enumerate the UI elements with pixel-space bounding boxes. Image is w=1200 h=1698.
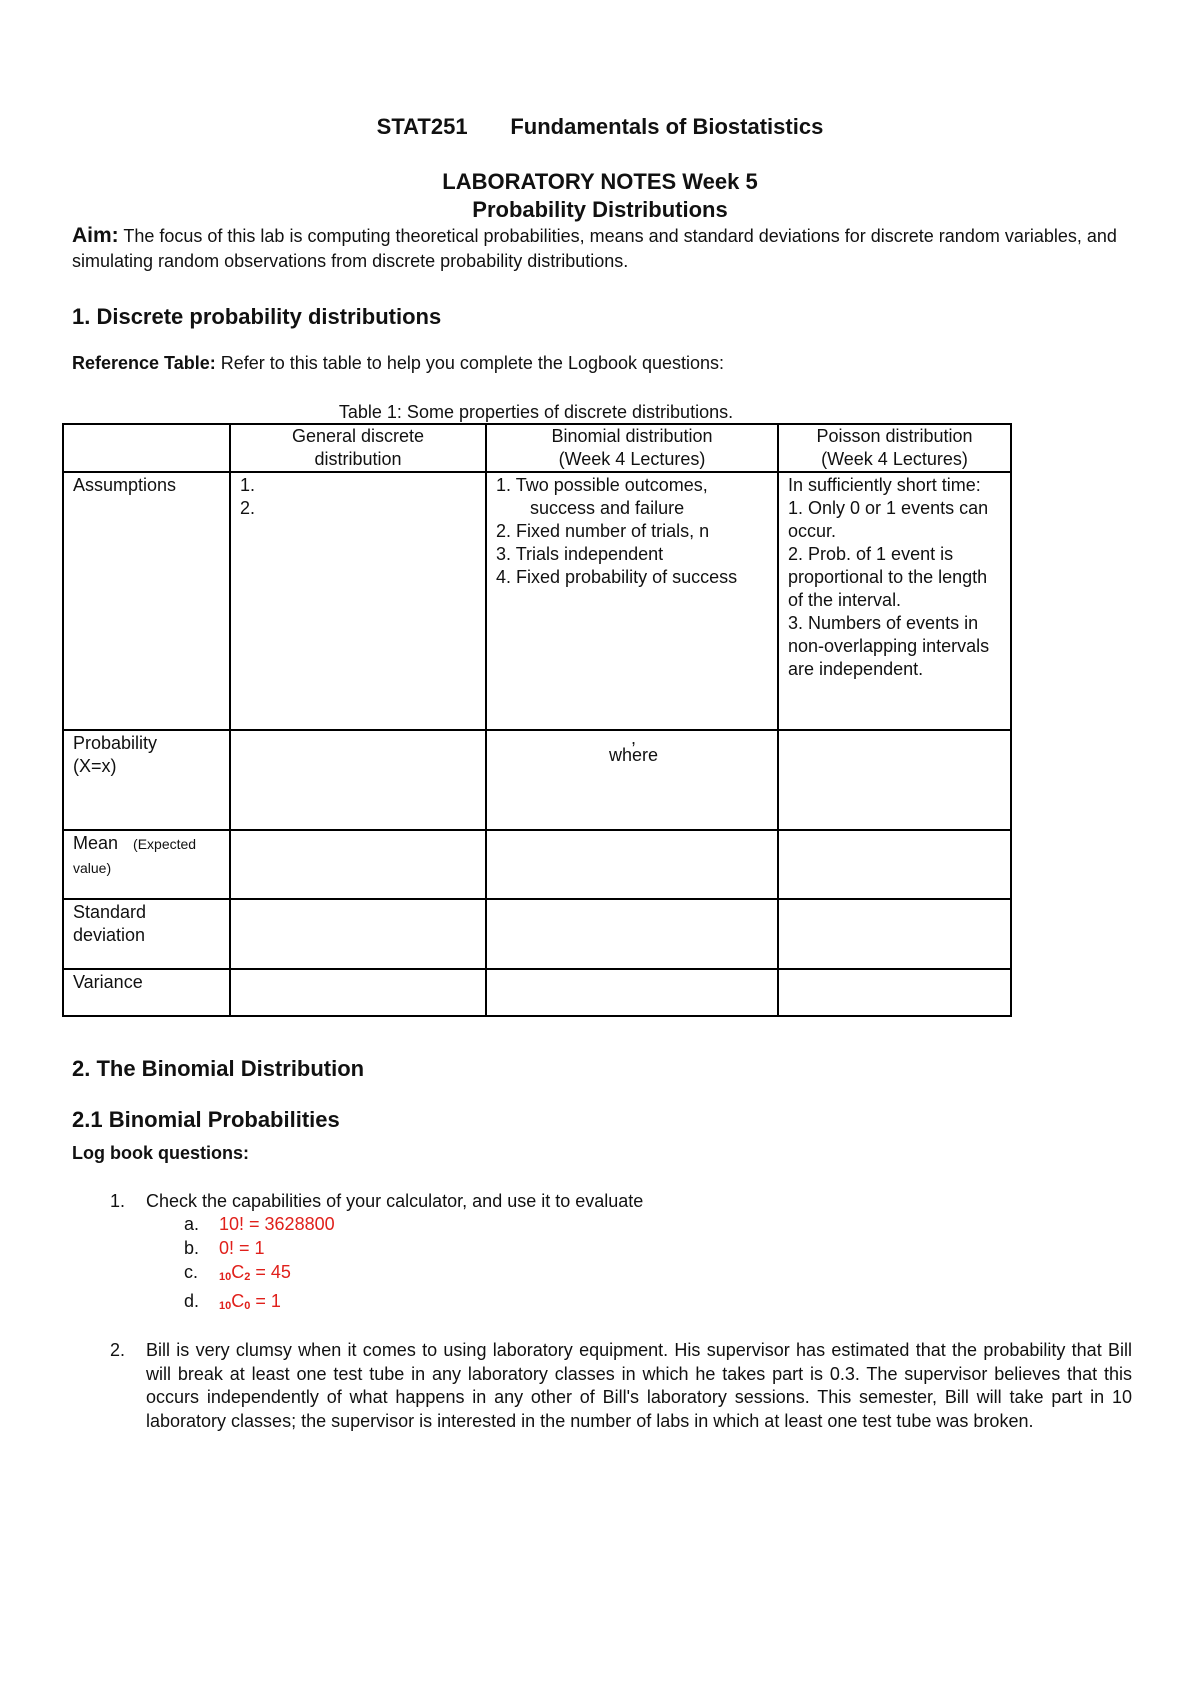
properties-table xyxy=(62,423,1012,1017)
q1-item-c-answer xyxy=(219,1262,291,1283)
binomial-assumption-2: 2. Fixed number of trials, n xyxy=(496,521,710,541)
binomial-mean-cell xyxy=(486,830,778,899)
binomial-probability-cell xyxy=(486,730,778,830)
table-row-mean xyxy=(63,830,1011,899)
mean-label: Mean xyxy=(73,833,119,853)
general-assumption-2: 2. xyxy=(240,498,256,518)
poisson-assumption-2: 2. Prob. of 1 event is proportional to the length of the interval. xyxy=(788,544,988,610)
table-row-probability xyxy=(63,730,1011,830)
mean-label-small: (Expected value) xyxy=(73,836,197,876)
row-label-assumptions: Assumptions xyxy=(63,472,230,730)
binomial-sd-cell xyxy=(486,899,778,969)
combination-result: = 1 xyxy=(255,1291,281,1311)
header-poisson-line2: (Week 4 Lectures) xyxy=(821,449,968,469)
q1-item-a-answer: 10! = 3628800 xyxy=(219,1214,335,1234)
row-label-mean xyxy=(63,830,230,899)
row-label-variance: Variance xyxy=(63,969,230,1016)
general-mean-cell xyxy=(230,830,486,899)
poisson-probability-cell xyxy=(778,730,1011,830)
combination-k: 2 xyxy=(244,1271,251,1283)
section-2-1-heading: 2.1 Binomial Probabilities xyxy=(72,1107,340,1132)
table-caption: Table 1: Some properties of discrete distributions. xyxy=(338,402,734,422)
combination-n: 10 xyxy=(219,1271,232,1283)
binomial-assumption-3: 3. Trials independent xyxy=(496,544,664,564)
header-binomial xyxy=(486,424,778,472)
combination-k: 0 xyxy=(244,1300,251,1312)
sd-label-line1: Standard xyxy=(73,902,147,922)
header-poisson xyxy=(778,424,1011,472)
header-general xyxy=(230,424,486,472)
question-2-text: Bill is very clumsy when it comes to using laboratory equipment. His supervisor has estimated that the probability that Bill will break at least one test tube in any laboratory classes in which he takes part is 0.3. The supervisor believes that this occurs independently of what happens in any other of Bill's laboratory sessions. This semester, Bill will take part in 10 laboratory classes; the supervisor is interested in the number of labs in which at least one test tube was broken. xyxy=(146,1340,1132,1431)
binomial-assumption-4: 4. Fixed probability of success xyxy=(496,567,738,587)
q1-item-b-answer: 0! = 1 xyxy=(219,1238,265,1258)
probability-label-line1: Probability xyxy=(73,733,158,753)
poisson-assumption-3: 3. Numbers of events in non-overlapping intervals are independent. xyxy=(788,613,990,679)
notes-title: LABORATORY NOTES Week 5 xyxy=(442,169,758,194)
header-poisson-line1: Poisson distribution xyxy=(816,426,973,446)
table-header-row xyxy=(63,424,1011,472)
binomial-assumptions-cell xyxy=(486,472,778,730)
section-1-heading: 1. Discrete probability distributions xyxy=(72,304,442,329)
reference-note xyxy=(72,353,724,374)
aim-paragraph xyxy=(72,223,1132,274)
poisson-sd-cell xyxy=(778,899,1011,969)
general-variance-cell xyxy=(230,969,486,1016)
q1-item-c-letter: c. xyxy=(184,1262,199,1282)
general-assumptions-cell xyxy=(230,472,486,730)
aim-label: Aim: xyxy=(72,224,119,247)
table-row-assumptions xyxy=(63,472,1011,730)
section-2-heading: 2. The Binomial Distribution xyxy=(72,1056,365,1081)
q1-item-a-letter: a. xyxy=(184,1214,200,1234)
row-label-sd xyxy=(63,899,230,969)
binomial-probability-where: where xyxy=(608,745,659,765)
header-general-line1: General discrete xyxy=(291,426,425,446)
question-1-number: 1. xyxy=(110,1191,126,1211)
combination-n: 10 xyxy=(219,1300,232,1312)
poisson-assumption-1: 1. Only 0 or 1 events can occur. xyxy=(788,498,989,541)
poisson-mean-cell xyxy=(778,830,1011,899)
general-assumption-1: 1. xyxy=(240,475,256,495)
poisson-assumptions-cell xyxy=(778,472,1011,730)
sd-label-line2: deviation xyxy=(73,925,146,945)
poisson-assumption-intro: In sufficiently short time: xyxy=(788,475,981,495)
reference-label: Reference Table: xyxy=(72,353,216,373)
logbook-label: Log book questions: xyxy=(72,1143,249,1163)
header-binomial-line2: (Week 4 Lectures) xyxy=(558,449,706,469)
combination-c: C xyxy=(231,1262,245,1282)
q1-item-d-answer xyxy=(219,1291,281,1312)
header-general-line2: distribution xyxy=(314,449,402,469)
aim-text: The focus of this lab is computing theoretical probabilities, means and standard deviations for discrete random variables, and simulating random observations from discrete probability distributions. xyxy=(72,226,1117,271)
q1-item-b-letter: b. xyxy=(184,1238,200,1258)
combination-result: = 45 xyxy=(255,1262,291,1282)
header-binomial-line1: Binomial distribution xyxy=(551,426,713,446)
probability-label-line2: (X=x) xyxy=(73,756,117,776)
poisson-variance-cell xyxy=(778,969,1011,1016)
combination-c: C xyxy=(231,1291,245,1311)
question-2-number: 2. xyxy=(110,1340,126,1360)
course-title: Fundamentals of Biostatistics xyxy=(510,114,824,139)
general-probability-cell xyxy=(230,730,486,830)
table-row-sd xyxy=(63,899,1011,969)
binomial-assumption-1: 1. Two possible outcomes, success and failure xyxy=(496,475,708,518)
reference-text: Refer to this table to help you complete the Logbook questions: xyxy=(220,353,725,373)
binomial-variance-cell xyxy=(486,969,778,1016)
question-1-text: Check the capabilities of your calculator, and use it to evaluate xyxy=(146,1191,644,1211)
course-header xyxy=(0,114,1200,140)
table-row-variance xyxy=(63,969,1011,1016)
binomial-probability-comma: , xyxy=(630,728,636,748)
page-subtitle: Probability Distributions xyxy=(472,197,728,222)
row-label-probability xyxy=(63,730,230,830)
q1-item-d-letter: d. xyxy=(184,1291,200,1311)
header-empty-cell xyxy=(63,424,230,472)
course-code: STAT251 xyxy=(376,114,468,139)
general-sd-cell xyxy=(230,899,486,969)
